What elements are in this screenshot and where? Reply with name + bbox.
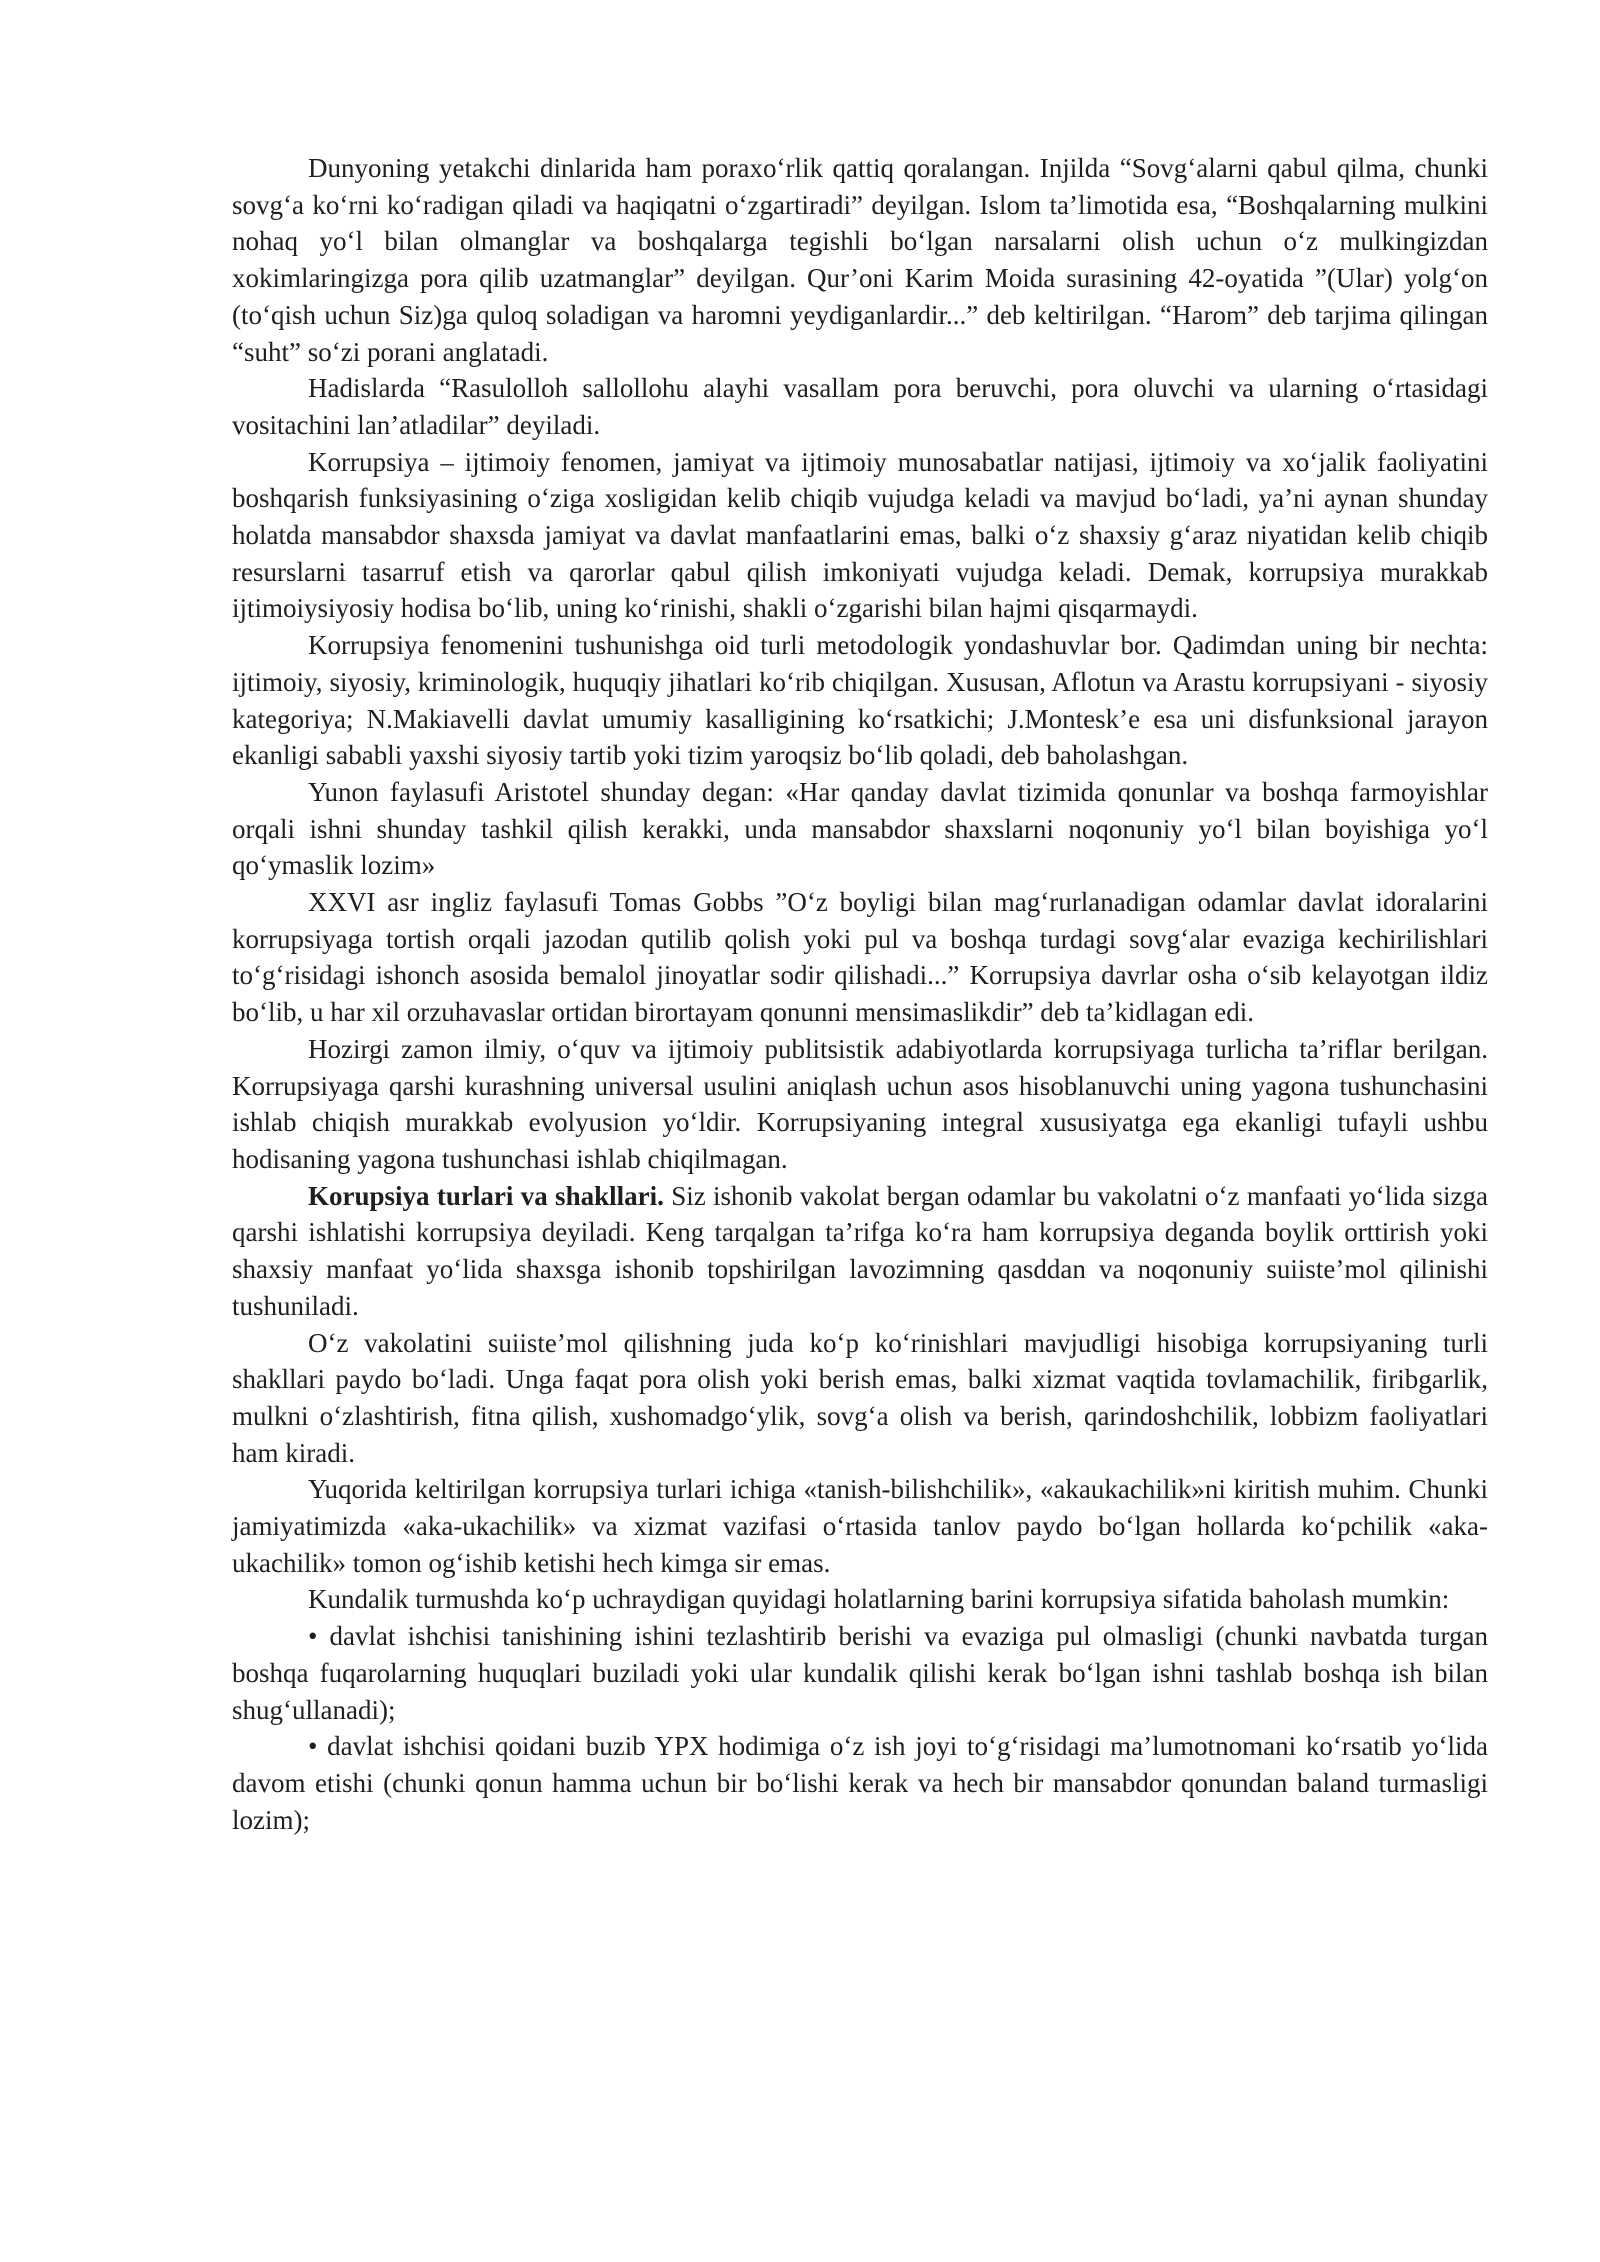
paragraph-religions: [232, 150, 1488, 370]
paragraph-abuse-forms: [232, 1325, 1488, 1472]
paragraph-nepotism: [232, 1471, 1488, 1581]
paragraph-text: Hozirgi zamon ilmiy, o‘quv va ijtimoiy publitsistik adabiyotlarda korrupsiyaga turlicha ta’riflar berilgan. Korrupsiyaga qarshi kurashning universal usulini aniqlash uchun asos hisoblanuvchi uning yagona tushunchasini ishlab chiqish murakkab evolyusion yo‘ldir. Korrupsiyaning integral xususiyatga ega ekanligi tufayli ushbu hodisaning yagona tushunchasi ishlab chiqilmagan.: [232, 1033, 1488, 1174]
paragraph-everyday-cases: [232, 1581, 1488, 1618]
paragraph-hadith: [232, 370, 1488, 443]
section-heading: Korupsiya turlari va shakllari.: [308, 1180, 664, 1211]
list-item-text: • davlat ishchisi qoidani buzib YPX hodimiga o‘z ish joyi to‘g‘risidagi ma’lumotnomani ko‘rsatib yo‘lida davom etishi (chunki qonun hamma uchun bir bo‘lishi kerak va hech bir mansabdor qonundan baland turmasligi lozim);: [232, 1731, 1488, 1835]
paragraph-text: Yuqorida keltirilgan korrupsiya turlari ichiga «tanish-bilishchilik», «akaukachilik»ni kiritish muhim. Chunki jamiyatimizda «aka-ukachilik» va xizmat vazifasi o‘rtasida tanlov paydo bo‘lgan hollarda ko‘pchilik «aka-ukachilik» tomon og‘ishib ketishi hech kimga sir emas.: [232, 1474, 1488, 1578]
document-page: [232, 150, 1488, 1838]
paragraph-text: Yunon faylasufi Aristotel shunday degan: «Har qanday davlat tizimida qonunlar va boshqa farmoyishlar orqali ishni shunday tashkil qilish kerakki, unda mansabdor shaxslarni noqonuniy yo‘l bilan boyishiga yo‘l qo‘ymaslik lozim»: [232, 776, 1488, 881]
paragraph-text: XXVI asr ingliz faylasufi Tomas Gobbs ”O‘z boyligi bilan mag‘rurlanadigan odamlar davlat idoralarini korrupsiyaga tortish orqali jazodan qutilib qolish yoki pul va boshqa turdagi sovg‘alar evaziga kechirilishlari to‘g‘risidagi ishonch asosida bemalol jinoyatlar sodir qilishadi...” Korrupsiya davrlar osha o‘sib kelayotgan ildiz bo‘lib, u har xil orzuhavaslar ortidan birortayam qonunni mensimaslikdir” deb ta’kidlagan edi.: [232, 887, 1488, 1028]
paragraph-text: Korrupsiya – ijtimoiy fenomen, jamiyat va ijtimoiy munosabatlar natijasi, ijtimoiy va xo‘jalik faoliyatini boshqarish funksiyasining o‘ziga xosligidan kelib chiqib vujudga keladi va mavjud bo‘ladi, ya’ni aynan shunday holatda mansabdor shaxsda jamiyat va davlat manfaatlarini emas, balki o‘z shaxsiy g‘araz niyatidan kelib chiqib resurslarni tasarruf etish va qarorlar qabul qilish imkoniyati vujudga keladi. Demak, korrupsiya murakkab ijtimoiysiyosiy hodisa bo‘lib, uning ko‘rinishi, shakli o‘zgarishi bilan hajmi qisqarmaydi.: [232, 446, 1488, 624]
paragraph-modern-definitions: [232, 1031, 1488, 1178]
list-item-text: • davlat ishchisi tanishining ishini tezlashtirib berishi va evaziga pul olmasligi (chunki navbatda turgan boshqa fuqarolarning huquqlari buziladi yoki ular kundalik qilishi kerak bo‘lgan ishni tashlab boshqa ish bilan shug‘ullanadi);: [232, 1621, 1488, 1725]
paragraph-text: Korrupsiya fenomenini tushunishga oid turli metodologik yondashuvlar bor. Qadimdan uning bir nechta: ijtimoiy, siyosiy, kriminologik, huquqiy jihatlari ko‘rib chiqilgan. Xususan, Aflotun va Arastu korrupsiyani - siyosiy kategoriya; N.Makiavelli davlat umumiy kasalligining ko‘rsatkichi; J.Montesk’e esa uni disfunksional jarayon ekanligi sababli yaxshi siyosiy tartib yoki tizim yaroqsiz bo‘lib qoladi, deb baholashgan.: [232, 630, 1488, 771]
paragraph-methodology: [232, 627, 1488, 774]
paragraph-types-and-forms: [232, 1178, 1488, 1325]
list-item: [232, 1618, 1488, 1728]
paragraph-hobbes: [232, 884, 1488, 1031]
list-item: [232, 1728, 1488, 1838]
paragraph-text: Siz ishonib vakolat bergan odamlar bu vakolatni o‘z manfaati yo‘lida sizga qarshi ishlatishi korrupsiya deyiladi. Keng tarqalgan ta’rifga ko‘ra ham korrupsiya deganda boylik orttirish yoki shaxsiy manfaat yo‘lida shaxsga ishonib topshirilgan lavozimning qasddan va noqonuniy suiiste’mol qilinishi tushuniladi.: [232, 1180, 1488, 1321]
paragraph-social-phenomenon: [232, 444, 1488, 628]
paragraph-aristotle: [232, 774, 1488, 884]
paragraph-text: Dunyoning yetakchi dinlarida ham poraxo‘rlik qattiq qoralangan. Injilda “Sovg‘alarni qabul qilma, chunki sovg‘a ko‘rni ko‘radigan qiladi va haqiqatni o‘zgartiradi” deyilgan. Islom ta’limotida esa, “Boshqalarning mulkini nohaq yo‘l bilan olmanglar va boshqalarga tegishli bo‘lgan narsalarni olish uchun o‘z mulkingizdan xokimlaringizga pora qilib uzatmanglar” deyilgan. Qur’oni Karim Moida surasining 42-oyatida ”(Ular) yolg‘on (to‘qish uchun Siz)ga quloq soladigan va haromni yeydiganlardir...” deb keltirilgan. “Harom” deb tarjima qilingan “suht” so‘zi porani anglatadi.: [232, 153, 1488, 367]
paragraph-text: Kundalik turmushda ko‘p uchraydigan quyidagi holatlarning barini korrupsiya sifatida baholash mumkin:: [308, 1584, 1450, 1615]
paragraph-text: Hadislarda “Rasulolloh sallollohu alayhi vasallam pora beruvchi, pora oluvchi va ularning o‘rtasidagi vositachini lan’atladilar” deyiladi.: [232, 373, 1488, 440]
paragraph-text: O‘z vakolatini suiiste’mol qilishning juda ko‘p ko‘rinishlari mavjudligi hisobiga korrupsiyaning turli shakllari paydo bo‘ladi. Unga faqat pora olish yoki berish emas, balki xizmat vaqtida tovlamachilik, firibgarlik, mulkni o‘zlashtirish, fitna qilish, xushomadgo‘ylik, sovg‘a olish va berish, qarindoshchilik, lobbizm faoliyatlari ham kiradi.: [232, 1327, 1488, 1468]
